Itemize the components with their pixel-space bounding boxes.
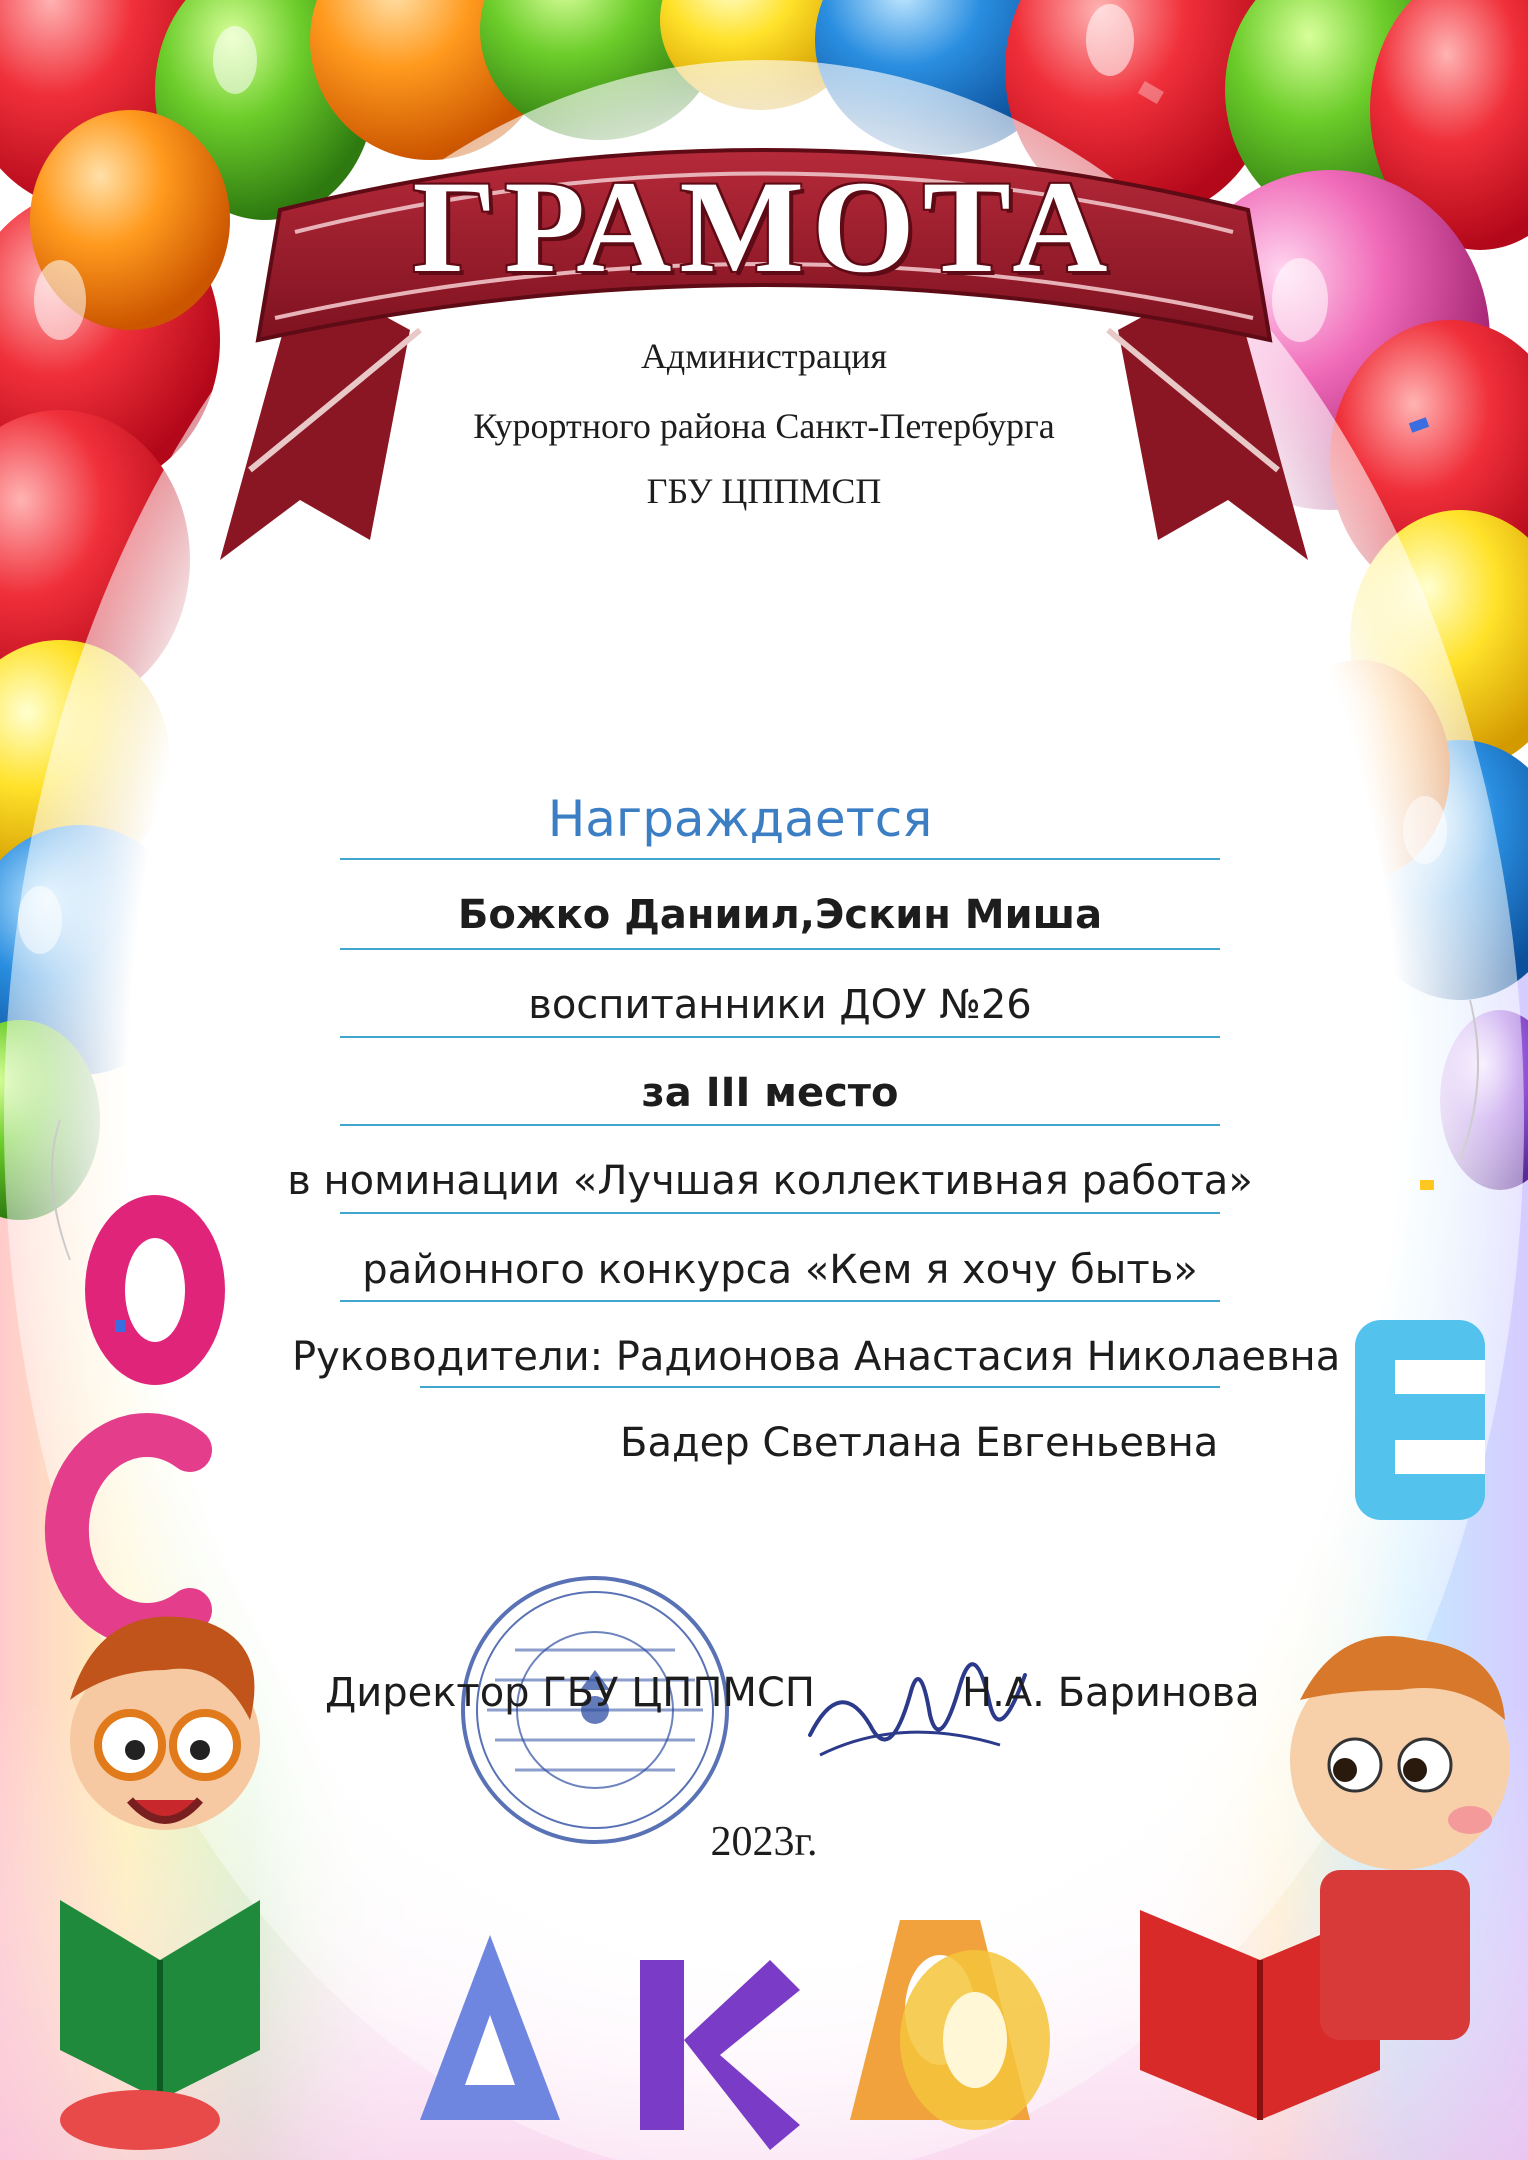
recipients: Божко Даниил,Эскин Миша [457, 892, 1103, 938]
rule-7 [420, 1386, 1220, 1388]
nomination: в номинации «Лучшая коллективная работа» [287, 1158, 1253, 1204]
header-organization: ГБУ ЦППМСП [646, 471, 882, 511]
institution: воспитанники ДОУ №26 [528, 982, 1032, 1028]
letter-o-decoration [85, 1195, 225, 1385]
supervisor-2: Бадер Светлана Евгеньевна [620, 1420, 1219, 1466]
letter-e-decoration [1355, 1320, 1485, 1520]
supervisors-line: Руководители: Радионова Анастасия Николаевна [292, 1334, 1341, 1380]
contest: районного конкурса «Кем я хочу быть» [362, 1247, 1198, 1293]
director-name: Н.А. Баринова [962, 1670, 1260, 1716]
rule-1 [340, 858, 1220, 860]
rule-3 [340, 1036, 1220, 1038]
director-title: Директор ГБУ ЦППМСП [325, 1670, 815, 1716]
year: 2023г. [710, 1819, 818, 1865]
certificate-title: ГРАМОТА [412, 153, 1116, 300]
rule-4 [340, 1124, 1220, 1126]
rule-2 [340, 948, 1220, 950]
rule-5 [340, 1212, 1220, 1214]
rule-6 [340, 1300, 1220, 1302]
letter-o2-decoration [900, 1950, 1050, 2130]
place: за III место [641, 1070, 899, 1116]
awarded-label: Награждается [547, 790, 933, 848]
header-administration: Администрация [640, 336, 888, 376]
header-district: Курортного района Санкт-Петербурга [473, 406, 1055, 446]
